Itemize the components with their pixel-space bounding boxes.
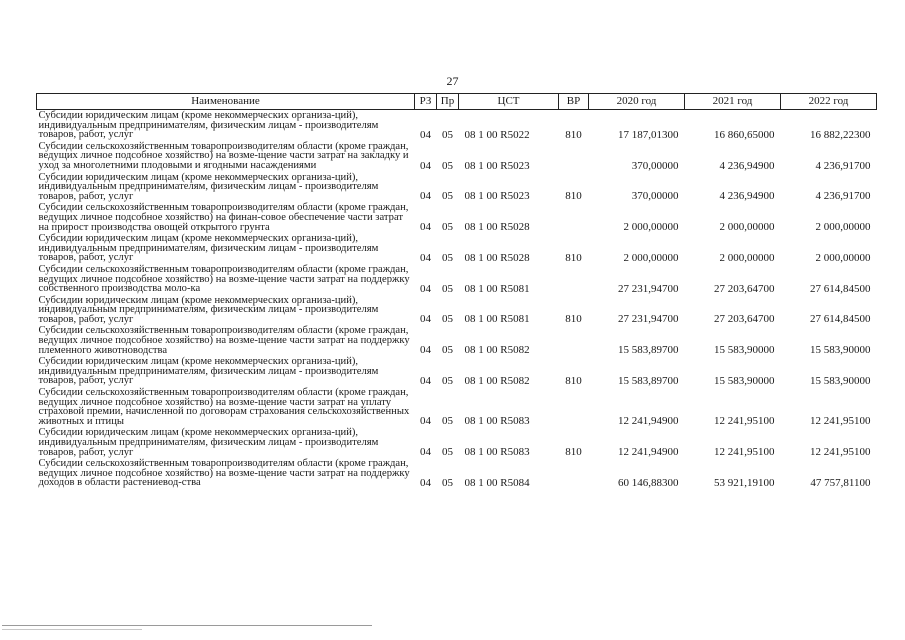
cell-vr — [559, 387, 589, 427]
cell-vr — [559, 202, 589, 233]
cell-name: Субсидии сельскохозяйственным товаропроизводителям области (кроме граждан, ведущих личное подсобное хозяйство) на возме-щение части затрат на закладку и уход за многолетними плодовыми и ягодными насаждениями — [38, 140, 409, 171]
cell-name: Субсидии юридическим лицам (кроме некоммерческих организа-ций), индивидуальным предпринимателям, физическим лицам - производителям товаров, работ, услуг — [38, 171, 379, 202]
cell-rz: 04 — [420, 159, 431, 172]
cell-2020: 2 000,00000 — [623, 251, 679, 264]
cell-name: Субсидии сельскохозяйственным товаропроизводителям области (кроме граждан, ведущих личное подсобное хозяйство) на возме-щение части затрат на поддержку собственного производства моло-ка — [38, 263, 410, 295]
cell-2021: 27 203,64700 — [714, 282, 775, 295]
table-header-row — [37, 94, 877, 110]
header-2020: 2020 год — [589, 94, 685, 110]
cell-cst: 08 1 00 R5081 — [464, 282, 530, 295]
cell-pr: 05 — [442, 446, 453, 459]
cell-rz: 04 — [420, 476, 431, 489]
cell-2020: 17 187,01300 — [618, 128, 679, 141]
cell-name: Субсидии сельскохозяйственным товаропроизводителям области (кроме граждан, ведущих личное подсобное хозяйство) на возме-щение части затрат на уплату страховой премии, начисленной по договорам страхования сельскохозяйственных животных и птицы — [38, 387, 410, 427]
cell-name: Субсидии юридическим лицам (кроме некоммерческих организа-ций), индивидуальным предпринимателям, физическим лицам - производителям товаров, работ, услуг — [38, 233, 379, 264]
cell-vr: 810 — [565, 128, 582, 141]
cell-2022: 27 614,84500 — [810, 313, 871, 326]
header-vr: ВР — [559, 94, 589, 110]
cell-2020: 12 241,94900 — [618, 415, 679, 428]
cell-pr: 05 — [442, 159, 453, 172]
cell-pr: 05 — [442, 344, 453, 357]
cell-name: Субсидии сельскохозяйственным товаропроизводителям области (кроме граждан, ведущих личное подсобное хозяйство) на возме-щение части затрат на поддержку доходов в области растениевод-ства — [38, 458, 410, 489]
table-row — [37, 141, 877, 172]
table-body — [37, 110, 877, 489]
cell-cst: 08 1 00 R5082 — [464, 375, 530, 388]
table-row — [37, 264, 877, 295]
cell-2021: 2 000,00000 — [719, 221, 775, 234]
cell-2020: 2 000,00000 — [623, 221, 679, 234]
cell-vr: 810 — [565, 251, 582, 264]
cell-2021: 2 000,00000 — [719, 251, 775, 264]
cell-rz: 04 — [420, 221, 431, 234]
table-row — [37, 356, 877, 387]
cell-vr: 810 — [565, 190, 582, 203]
cell-rz: 04 — [420, 446, 431, 459]
cell-rz: 04 — [420, 344, 431, 357]
cell-rz: 04 — [420, 251, 431, 264]
cell-2021: 4 236,94900 — [719, 159, 775, 172]
cell-name: Субсидии юридическим лицам (кроме некоммерческих организа-ций), индивидуальным предпринимателям, физическим лицам - производителям товаров, работ, услуг — [38, 427, 379, 458]
cell-vr: 810 — [565, 313, 582, 326]
cell-cst: 08 1 00 R5082 — [464, 344, 530, 357]
cell-2022: 15 583,90000 — [810, 344, 871, 357]
cell-2022: 12 241,95100 — [810, 415, 871, 428]
footer-rule-secondary — [2, 629, 142, 630]
header-2022: 2022 год — [781, 94, 877, 110]
cell-2022: 4 236,91700 — [815, 190, 871, 203]
cell-cst: 08 1 00 R5081 — [464, 313, 530, 326]
cell-2021: 4 236,94900 — [719, 190, 775, 203]
header-rz: РЗ — [415, 94, 437, 110]
cell-name: Субсидии юридическим лицам (кроме некоммерческих организа-ций), индивидуальным предпринимателям, физическим лицам - производителям товаров, работ, услуг — [38, 356, 379, 387]
cell-2022: 47 757,81100 — [810, 476, 871, 489]
cell-rz: 04 — [420, 190, 431, 203]
table-row — [37, 172, 877, 203]
cell-2020: 27 231,94700 — [618, 313, 679, 326]
cell-vr — [559, 458, 589, 489]
cell-2020: 370,00000 — [631, 159, 679, 172]
cell-2020: 27 231,94700 — [618, 282, 679, 295]
budget-table — [36, 93, 877, 489]
header-cst: ЦСТ — [459, 94, 559, 110]
cell-2020: 60 146,88300 — [618, 476, 679, 489]
cell-cst: 08 1 00 R5023 — [464, 159, 530, 172]
cell-pr: 05 — [442, 313, 453, 326]
header-pr: Пр — [437, 94, 459, 110]
cell-name: Субсидии юридическим лицам (кроме некоммерческих организа-ций), индивидуальным предпринимателям, физическим лицам - производителям товаров, работ, услуг — [38, 110, 379, 141]
cell-pr: 05 — [442, 375, 453, 388]
cell-rz: 04 — [420, 282, 431, 295]
cell-pr: 05 — [442, 221, 453, 234]
cell-pr: 05 — [442, 476, 453, 489]
cell-cst: 08 1 00 R5023 — [464, 190, 530, 203]
cell-pr: 05 — [442, 282, 453, 295]
cell-pr: 05 — [442, 415, 453, 428]
cell-cst: 08 1 00 R5084 — [464, 476, 530, 489]
cell-2022: 12 241,95100 — [810, 446, 871, 459]
cell-name: Субсидии сельскохозяйственным товаропроизводителям области (кроме граждан, ведущих личное подсобное хозяйство) на финан-совое обеспечение части затрат на прирост производства овощей открытого грунта — [38, 202, 409, 233]
footer-rule — [2, 625, 372, 626]
cell-2021: 15 583,90000 — [714, 344, 775, 357]
cell-2021: 15 583,90000 — [714, 375, 775, 388]
cell-2021: 12 241,95100 — [714, 446, 775, 459]
cell-2022: 2 000,00000 — [815, 251, 871, 264]
cell-2022: 27 614,84500 — [810, 282, 871, 295]
header-2021: 2021 год — [685, 94, 781, 110]
page-number: 27 — [446, 74, 459, 88]
cell-2021: 53 921,19100 — [714, 476, 775, 489]
cell-2022: 15 583,90000 — [810, 375, 871, 388]
table-row — [37, 325, 877, 356]
cell-2021: 12 241,95100 — [714, 415, 775, 428]
table-row — [37, 202, 877, 233]
cell-rz: 04 — [420, 415, 431, 428]
cell-vr — [559, 325, 589, 356]
cell-pr: 05 — [442, 251, 453, 264]
cell-vr: 810 — [565, 375, 582, 388]
header-name: Наименование — [37, 94, 415, 110]
cell-vr — [559, 141, 589, 172]
table-row — [37, 458, 877, 489]
cell-rz: 04 — [420, 313, 431, 326]
cell-pr: 05 — [442, 190, 453, 203]
table-row — [37, 387, 877, 427]
cell-2020: 15 583,89700 — [618, 344, 679, 357]
cell-2020: 370,00000 — [631, 190, 679, 203]
table-row — [37, 427, 877, 458]
cell-cst: 08 1 00 R5083 — [464, 446, 530, 459]
cell-2020: 15 583,89700 — [618, 375, 679, 388]
cell-2022: 4 236,91700 — [815, 159, 871, 172]
cell-name: Субсидии юридическим лицам (кроме некоммерческих организа-ций), индивидуальным предпринимателям, физическим лицам - производителям товаров, работ, услуг — [38, 294, 379, 325]
cell-rz: 04 — [420, 375, 431, 388]
cell-rz: 04 — [420, 128, 431, 141]
cell-cst: 08 1 00 R5083 — [464, 415, 530, 428]
cell-pr: 05 — [442, 128, 453, 141]
table-row — [37, 110, 877, 141]
cell-vr: 810 — [565, 446, 582, 459]
cell-2021: 16 860,65000 — [714, 128, 775, 141]
cell-2020: 12 241,94900 — [618, 446, 679, 459]
cell-cst: 08 1 00 R5028 — [464, 251, 530, 264]
cell-2022: 2 000,00000 — [815, 221, 871, 234]
table-row — [37, 295, 877, 326]
cell-2021: 27 203,64700 — [714, 313, 775, 326]
cell-cst: 08 1 00 R5028 — [464, 221, 530, 234]
cell-name: Субсидии сельскохозяйственным товаропроизводителям области (кроме граждан, ведущих личное подсобное хозяйство) на возме-щение части затрат на поддержку племенного животноводства — [38, 325, 410, 356]
table-row — [37, 233, 877, 264]
cell-vr — [559, 264, 589, 295]
cell-2022: 16 882,22300 — [810, 128, 871, 141]
cell-cst: 08 1 00 R5022 — [464, 128, 530, 141]
